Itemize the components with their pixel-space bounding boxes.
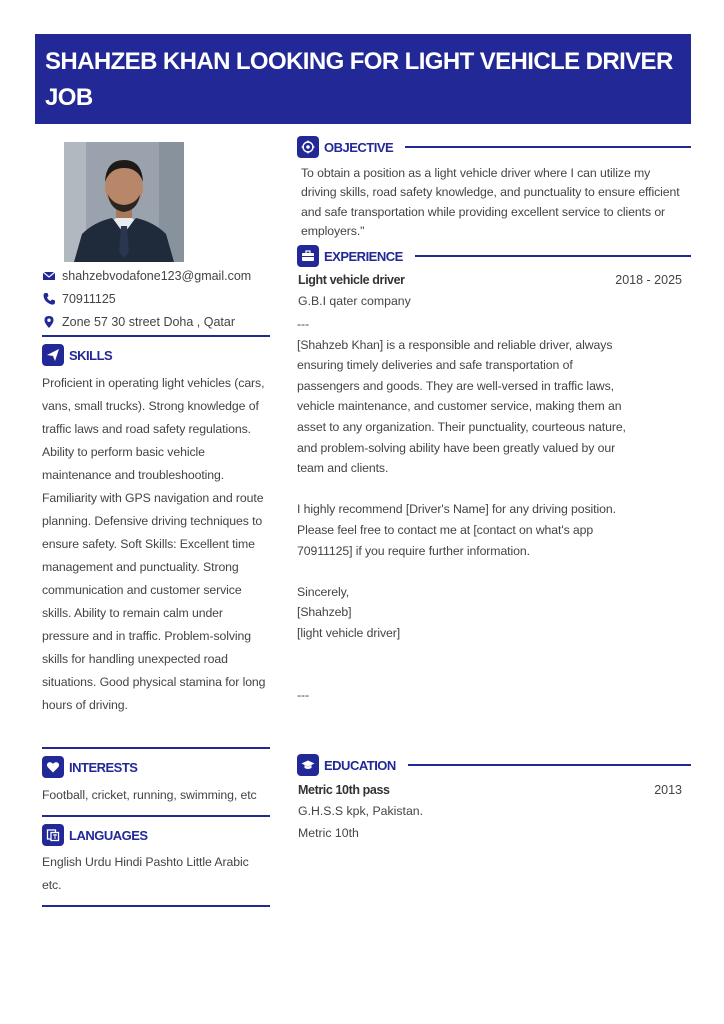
- graduation-cap-icon: [297, 754, 319, 776]
- address-text: Zone 57 30 street Doha , Qatar: [62, 315, 236, 329]
- education-heading: [297, 753, 691, 777]
- heading-rule: [405, 146, 691, 148]
- page-title: SHAHZEB KHAN LOOKING FOR LIGHT VEHICLE DRIVER JOB: [45, 48, 673, 111]
- experience-label: EXPERIENCE: [324, 248, 403, 264]
- skills-label: SKILLS: [69, 347, 113, 363]
- skills-text: Proficient in operating light vehicles (cars, vans, small trucks). Strong knowledge of traffic laws and road safety regulations. Ability to perform basic vehicle maintenance and troubleshooting. Familiarity with GPS navigation and route planning. Defensive driving techniques to ensure safety. Soft Skills: Excellent time management and punctuality. Strong communication and customer service skills. Ability to remain calm under pressure and in traffic. Problem-solving skills for handling unexpected road situations. Good physical stamina for long hours of driving.: [42, 376, 266, 712]
- objective-text: To obtain a position as a light vehicle driver where I can utilize my driving skills, road safety knowledge, and punctuality to ensure efficient and safe transportation while providing excellent service to clients or employers.": [301, 166, 680, 238]
- phone-icon: [42, 292, 56, 306]
- experience-description: --- [Shahzeb Khan] is a responsible and reliable driver, always ensuring timely deliveries and safe transportation of passengers and goods. They are well-versed in traffic laws, vehicle maintenance, and customer service, making them an asset to any organization. Their punctuality, courteous nature, and problem-solving ability have been greatly valued by our team and clients. I highly recommend [Driver's Name] for any driving position. Please feel free to contact me at [contact on what's app 70911125] if you require further information. Sincerely, [Shahzeb] [light vehicle driver] ---: [297, 317, 626, 702]
- heart-icon: [42, 756, 64, 778]
- location-pin-icon: [42, 315, 56, 329]
- education-school: G.H.S.S kpk, Pakistan.: [298, 804, 424, 818]
- job-company: G.B.I qater company: [298, 294, 411, 308]
- phone-text: 70911125: [62, 292, 116, 306]
- heading-rule: [415, 255, 691, 257]
- heading-rule: [408, 764, 691, 766]
- languages-text: English Urdu Hindi Pashto Little Arabic etc.: [42, 855, 249, 892]
- interests-heading: [42, 755, 270, 779]
- job-years: 2018 - 2025: [615, 273, 682, 287]
- education-year: 2013: [654, 783, 682, 797]
- education-degree: Metric 10th: [298, 826, 359, 840]
- divider: [42, 905, 270, 907]
- skills-heading: [42, 343, 270, 367]
- language-icon: [42, 824, 64, 846]
- target-icon: [297, 136, 319, 158]
- objective-label: OBJECTIVE: [324, 139, 394, 155]
- education-title: Metric 10th pass: [298, 783, 390, 797]
- divider: [42, 335, 270, 337]
- contact-email: [42, 267, 251, 285]
- divider: [42, 815, 270, 817]
- profile-photo: [64, 142, 184, 262]
- languages-label: LANGUAGES: [69, 827, 148, 843]
- envelope-icon: [42, 269, 56, 283]
- job-title: Light vehicle driver: [298, 273, 405, 287]
- header-banner: [35, 34, 691, 124]
- interests-text: Football, cricket, running, swimming, etc: [42, 788, 257, 802]
- objective-heading: [297, 135, 691, 159]
- paper-plane-icon: [42, 344, 64, 366]
- languages-heading: [42, 823, 270, 847]
- interests-label: INTERESTS: [69, 759, 138, 775]
- contact-phone: [42, 290, 116, 308]
- briefcase-icon: [297, 245, 319, 267]
- email-text: shahzebvodafone123@gmail.com: [62, 269, 252, 283]
- divider: [42, 747, 270, 749]
- experience-heading: [297, 244, 691, 268]
- education-label: EDUCATION: [324, 757, 396, 773]
- contact-address: [42, 313, 235, 331]
